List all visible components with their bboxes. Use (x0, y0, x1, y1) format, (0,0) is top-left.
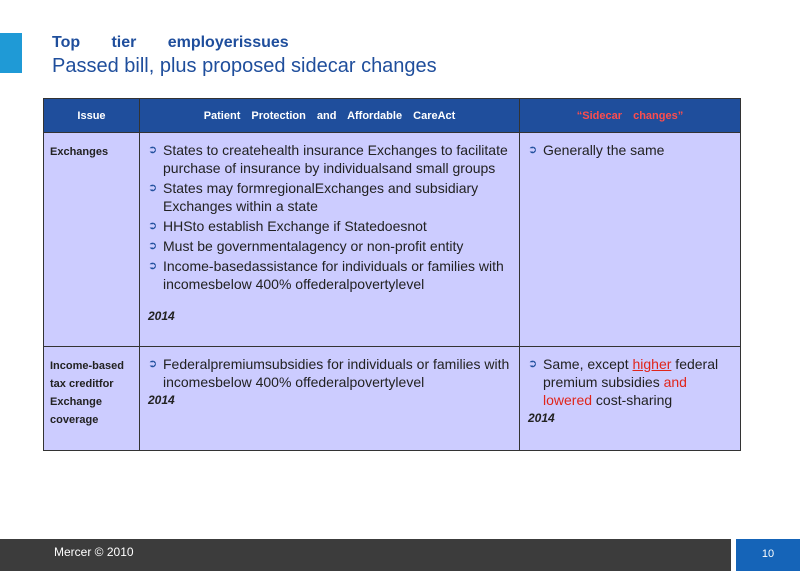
list-item: ➲ Same, except higher federal premium subsidies and lowered cost-sharing (528, 356, 719, 408)
page-number: 10 (736, 539, 800, 571)
footer-copyright: Mercer © 2010 (54, 545, 134, 559)
page-subtitle: Passed bill, plus proposed sidecar changes (52, 55, 437, 77)
page-title: Top tier employerissues (52, 34, 289, 51)
arrow-bullet-icon: ➲ (148, 358, 158, 370)
list-item: ➲ HHSto establish Exchange if Statedoesnot (148, 218, 427, 234)
list-item: ➲ Federalpremiumsubsidies for individuals or families with incomesbelow 400% offederalpovertylevel (148, 356, 510, 390)
aca-cell (140, 347, 520, 451)
list-item: ➲ States to createhealth insurance Exchanges to facilitate purchase of insurance by individualsand small groups (148, 142, 508, 176)
highlight-and: and (663, 374, 687, 390)
row-issue: Income-based tax creditfor Exchange coverage (44, 347, 140, 451)
table-row (44, 133, 741, 347)
list-item: ➲ States may formregionalExchanges and subsidiary Exchanges within a state (148, 180, 479, 214)
list-item: ➲ Must be governmentalagency or non-profit entity (148, 238, 464, 254)
arrow-bullet-icon: ➲ (528, 358, 538, 370)
arrow-bullet-icon: ➲ (148, 144, 158, 156)
table-header-row (44, 99, 741, 133)
header-aca: Patient Protection and Affordable CareAct (140, 99, 520, 133)
header-sidecar: “Sidecar changes” (520, 99, 741, 133)
arrow-bullet-icon: ➲ (148, 240, 158, 252)
highlight-lowered: lowered (543, 392, 593, 408)
sidecar-cell (520, 347, 741, 451)
arrow-bullet-icon: ➲ (148, 260, 158, 272)
effective-year: 2014 (528, 411, 555, 425)
arrow-bullet-icon: ➲ (148, 220, 158, 232)
row-issue: Exchanges (44, 133, 140, 347)
arrow-bullet-icon: ➲ (148, 182, 158, 194)
list-item: ➲ Income-basedassistance for individuals or families with incomesbelow 400% offederalpovertylevel (148, 258, 504, 292)
arrow-bullet-icon: ➲ (528, 144, 538, 156)
effective-year: 2014 (148, 393, 175, 407)
aca-cell (140, 133, 520, 347)
effective-year: 2014 (148, 309, 175, 323)
list-item: ➲ Generally the same (528, 142, 665, 158)
sidecar-cell (520, 133, 741, 347)
table-row (44, 347, 741, 451)
highlight-higher: higher (632, 356, 672, 372)
accent-bar (0, 33, 22, 73)
header-issue: Issue (44, 99, 140, 133)
comparison-table (43, 98, 741, 451)
